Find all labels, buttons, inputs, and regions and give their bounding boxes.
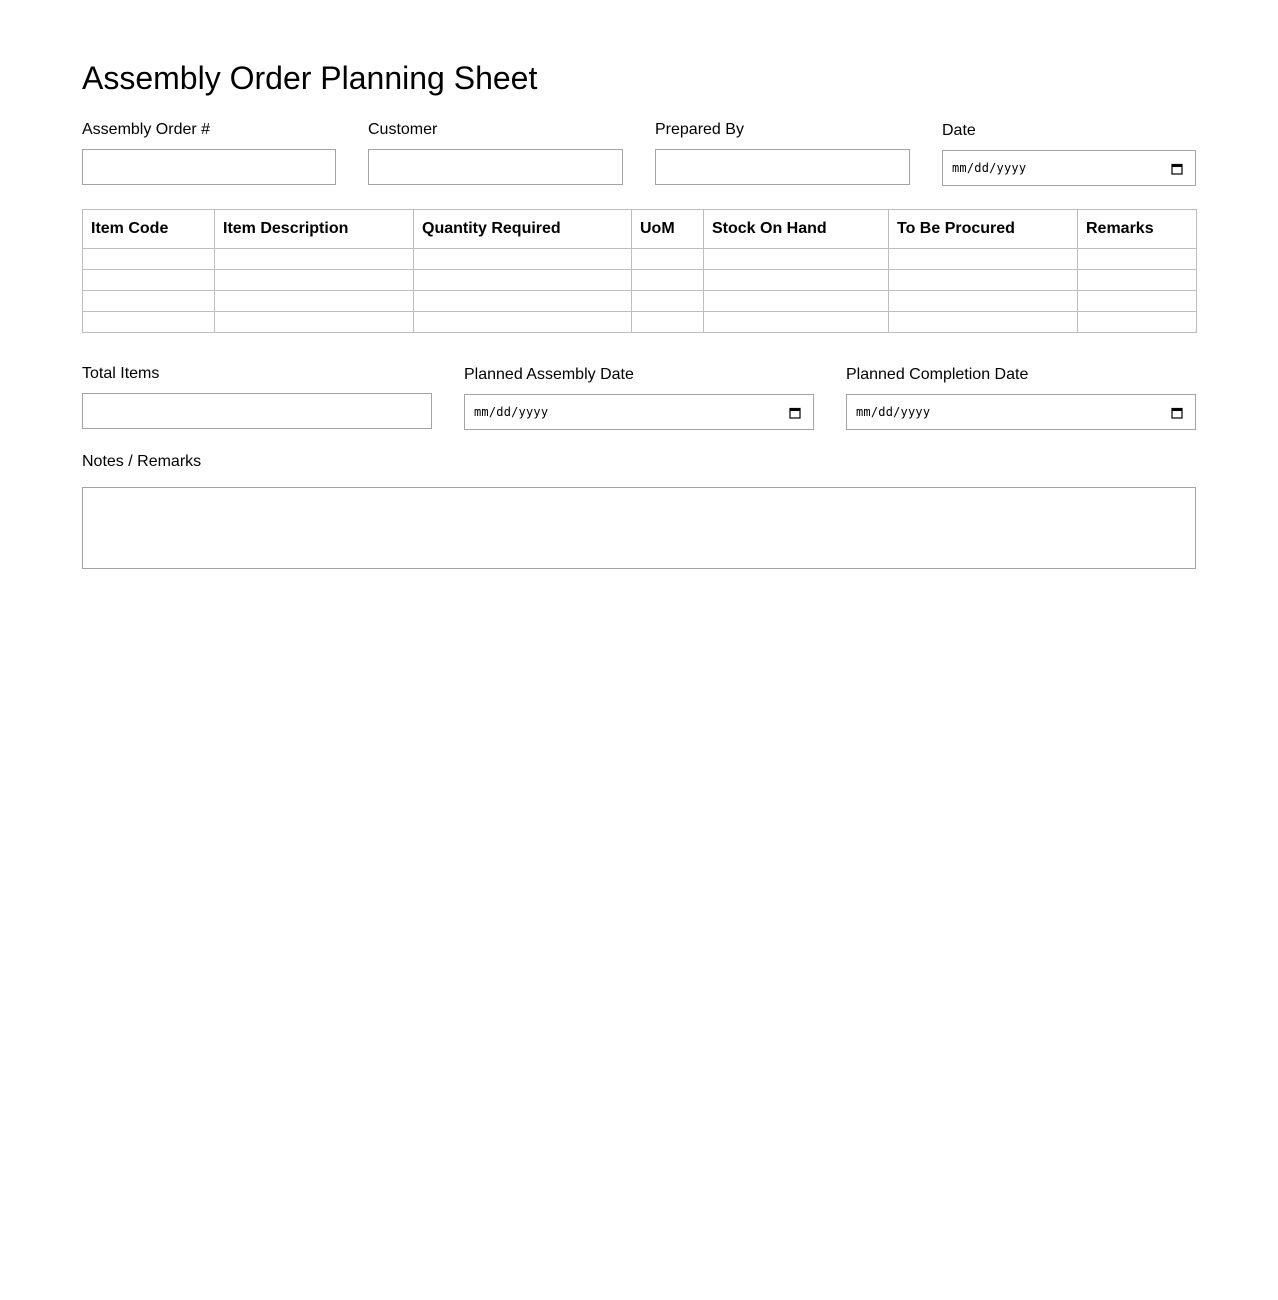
table-cell[interactable] xyxy=(1078,312,1197,333)
items-table xyxy=(82,209,1197,333)
table-cell[interactable] xyxy=(414,249,632,270)
table-row xyxy=(83,270,1197,291)
total-items-input[interactable] xyxy=(82,393,432,429)
table-header-row xyxy=(83,210,1197,249)
table-cell[interactable] xyxy=(83,249,215,270)
table-row xyxy=(83,291,1197,312)
table-cell[interactable] xyxy=(215,270,414,291)
table-cell[interactable] xyxy=(889,291,1078,312)
table-cell[interactable] xyxy=(632,312,704,333)
table-cell[interactable] xyxy=(215,291,414,312)
column-header-remarks: Remarks xyxy=(1078,210,1197,249)
date-input[interactable] xyxy=(942,150,1196,186)
table-cell[interactable] xyxy=(414,291,632,312)
planned-assembly-date-input[interactable] xyxy=(464,394,814,430)
customer-input[interactable] xyxy=(368,149,623,185)
prepared-by-input[interactable] xyxy=(655,149,910,185)
column-header-stock-on-hand: Stock On Hand xyxy=(704,210,889,249)
table-cell[interactable] xyxy=(704,249,889,270)
date-placeholder: mm/dd/yyyy xyxy=(952,161,1027,175)
table-cell[interactable] xyxy=(889,270,1078,291)
planned-assembly-date-placeholder: mm/dd/yyyy xyxy=(474,405,549,419)
table-cell[interactable] xyxy=(632,270,704,291)
table-row xyxy=(83,312,1197,333)
notes-label: Notes / Remarks xyxy=(82,453,202,470)
table-cell[interactable] xyxy=(414,270,632,291)
table-cell[interactable] xyxy=(704,270,889,291)
prepared-by-label: Prepared By xyxy=(655,121,744,138)
table-cell[interactable] xyxy=(215,312,414,333)
total-items-label: Total Items xyxy=(82,365,160,382)
planned-completion-date-placeholder: mm/dd/yyyy xyxy=(856,405,931,419)
table-cell[interactable] xyxy=(632,291,704,312)
assembly-order-input[interactable] xyxy=(82,149,336,185)
table-cell[interactable] xyxy=(704,312,889,333)
planned-completion-date-input[interactable] xyxy=(846,394,1196,430)
date-label: Date xyxy=(942,122,976,139)
calendar-icon[interactable] xyxy=(1171,162,1183,174)
table-cell[interactable] xyxy=(1078,249,1197,270)
calendar-icon[interactable] xyxy=(1171,406,1183,418)
table-cell[interactable] xyxy=(215,249,414,270)
assembly-order-label: Assembly Order # xyxy=(82,121,211,138)
customer-label: Customer xyxy=(368,121,438,138)
notes-textarea[interactable] xyxy=(82,487,1196,569)
column-header-item-description: Item Description xyxy=(215,210,414,249)
table-cell[interactable] xyxy=(83,291,215,312)
table-cell[interactable] xyxy=(414,312,632,333)
table-row xyxy=(83,249,1197,270)
planned-completion-date-label: Planned Completion Date xyxy=(846,366,1029,383)
table-cell[interactable] xyxy=(83,270,215,291)
table-cell[interactable] xyxy=(1078,270,1197,291)
table-cell[interactable] xyxy=(704,291,889,312)
column-header-uom: UoM xyxy=(632,210,704,249)
column-header-to-be-procured: To Be Procured xyxy=(889,210,1078,249)
planned-assembly-date-label: Planned Assembly Date xyxy=(464,366,634,383)
page-title: Assembly Order Planning Sheet xyxy=(82,60,538,96)
table-cell[interactable] xyxy=(632,249,704,270)
table-cell[interactable] xyxy=(889,249,1078,270)
calendar-icon[interactable] xyxy=(789,406,801,418)
column-header-item-code: Item Code xyxy=(83,210,215,249)
table-cell[interactable] xyxy=(1078,291,1197,312)
column-header-quantity-required: Quantity Required xyxy=(414,210,632,249)
table-cell[interactable] xyxy=(83,312,215,333)
table-cell[interactable] xyxy=(889,312,1078,333)
